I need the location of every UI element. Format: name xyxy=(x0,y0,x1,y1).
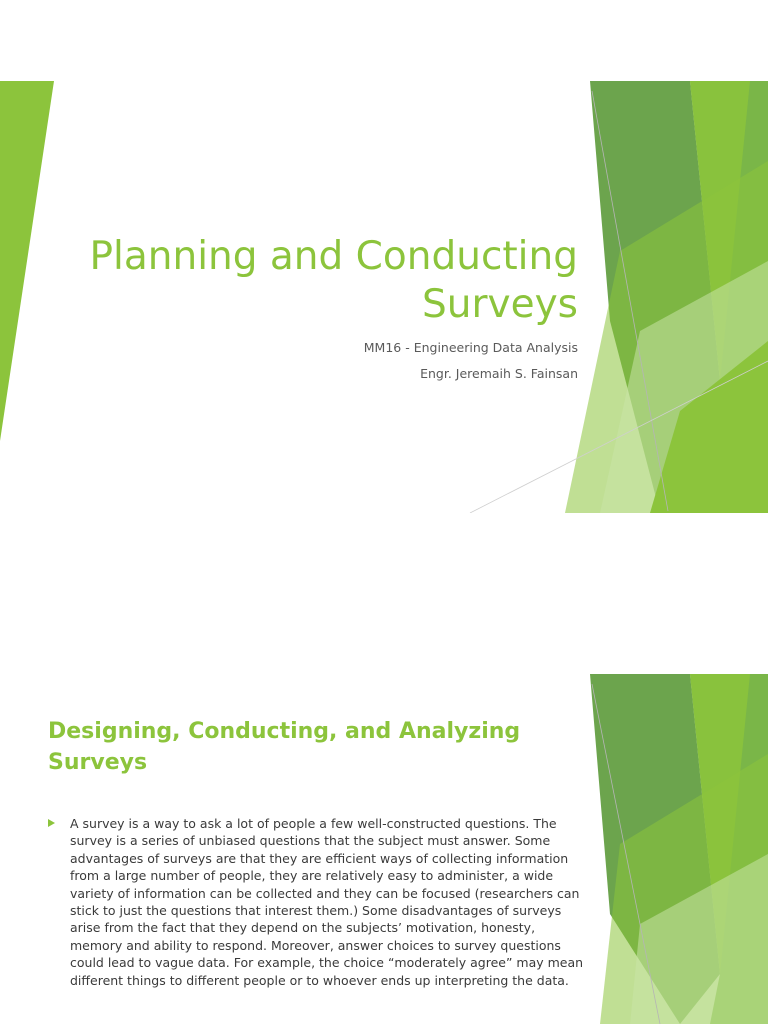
course-subtitle: MM16 - Engineering Data Analysis xyxy=(363,340,578,355)
bullet-item xyxy=(48,815,588,989)
author-subtitle: Engr. Jeremaih S. Fainsan xyxy=(420,366,578,381)
bullet-text: A survey is a way to ask a lot of people a few well-constructed questions. The survey is a series of unbiased questions that the subject must answer. Some advantages of surveys are that they are efficient ways of collecting information from a large number of people, they are relatively easy to administer, a wide variety of information can be collected and they can be focused (researchers can stick to just the questions that interest them.) Some disadvantages of surveys arise from the fact that they depend on the subjects’ motivation, honesty, memory and ability to respond. Moreover, answer choices to survey questions could lead to vague data. For example, the choice “moderately agree” may mean different things to different people or to whoever ends up interpreting the data. xyxy=(70,816,584,988)
left-accent-shape xyxy=(0,81,54,441)
title-slide xyxy=(0,81,768,513)
slide-title: Designing, Conducting, and Analyzing Surveys xyxy=(48,719,521,775)
slide-title: Planning and Conducting Surveys xyxy=(89,234,578,327)
content-slide xyxy=(0,674,768,1024)
triangle-bullet-icon xyxy=(48,819,55,827)
